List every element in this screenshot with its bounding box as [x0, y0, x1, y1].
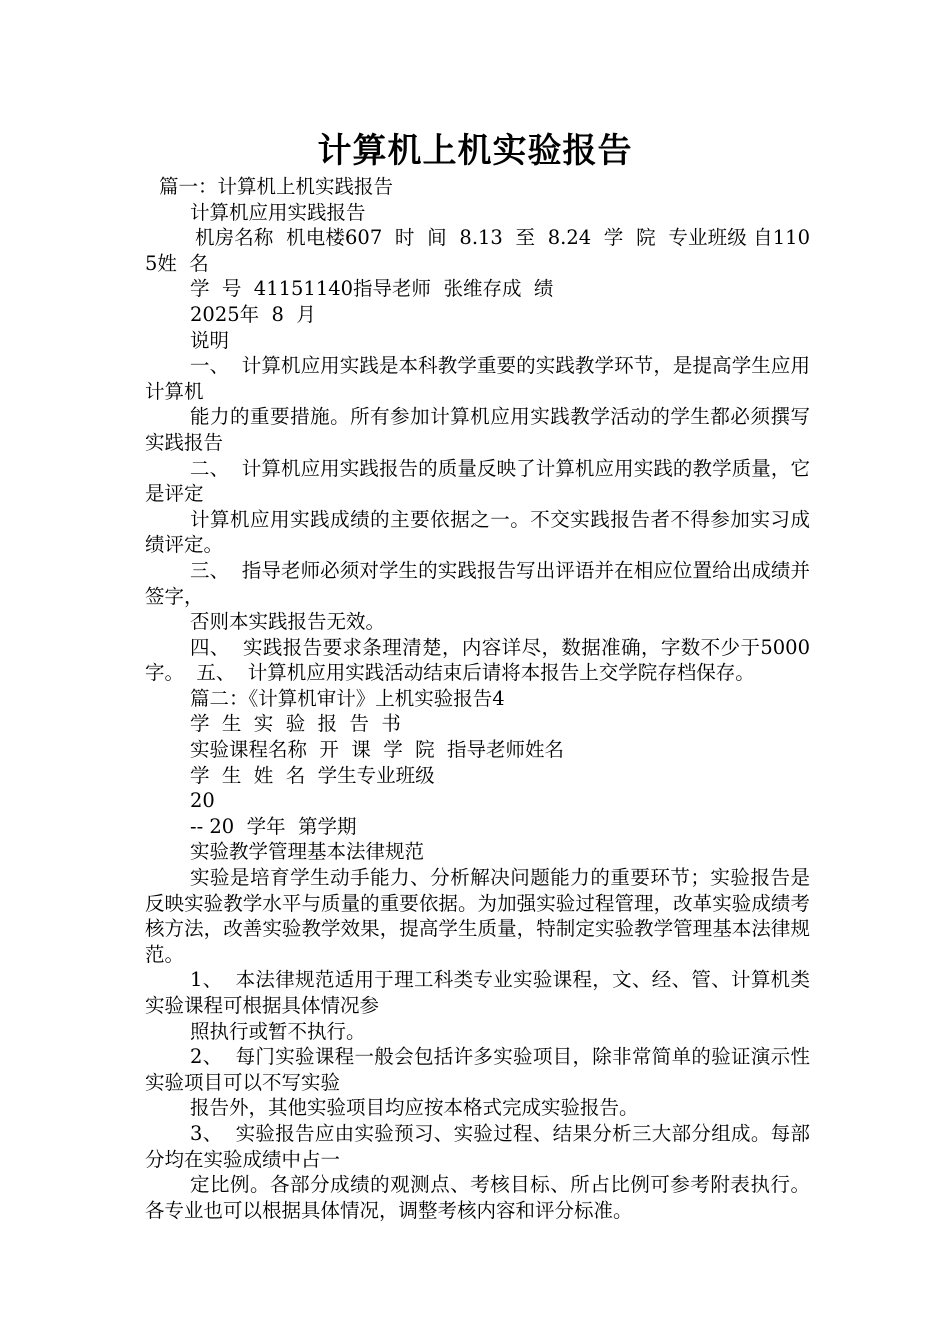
paragraph: 20 — [190, 789, 215, 813]
paragraph: 能力的重要措施。所有参加计算机应用实践教学活动的学生都必须撰写实践报告 — [145, 405, 810, 454]
paragraph: 否则本实践报告无效。 — [190, 610, 386, 634]
paragraph: 实验是培育学生动手能力、分析解决问题能力的重要环节；实验报告是反映实验教学水平与质量的重要依据。为加强实验过程管理，改革实验成绩考核方法，改善实验教学效果，提高学生质量，特制定实验教学管理基本法律规范。 — [145, 866, 810, 966]
paragraph: 学 生 姓 名 学生专业班级 — [190, 763, 435, 787]
document-title: 计算机上机实验报告 — [317, 131, 633, 171]
paragraph: 计算机应用实践成绩的主要依据之一。不交实践报告者不得参加实习成绩评定。 — [145, 507, 810, 557]
section-heading: 篇一：计算机上机实践报告 — [159, 175, 394, 198]
paragraph: 实验教学管理基本法律规范 — [190, 840, 425, 864]
paragraph: 定比例。各部分成绩的观测点、考核目标、所占比例可参考附表执行。各专业也可以根据具体情况，调整考核内容和评分标准。 — [145, 1173, 810, 1222]
paragraph: 照执行或暂不执行。 — [190, 1019, 366, 1043]
paragraph: 三、 指导老师必须对学生的实践报告写出评语并在相应位置给出成绩并签字， — [145, 558, 810, 608]
paragraph: 机房名称 机电楼607 时 间 8.13 至 8.24 学 院 专业班级 自1105姓 名 — [145, 226, 810, 275]
paragraph: 说明 — [190, 328, 230, 352]
paragraph: 实验课程名称 开 课 学 院 指导老师姓名 — [190, 738, 564, 762]
paragraph: 一、 计算机应用实践是本科教学重要的实践教学环节，是提高学生应用计算机 — [145, 354, 810, 403]
paragraph: 2、 每门实验课程一般会包括许多实验项目，除非常简单的验证演示性实验项目可以不写实验 — [145, 1045, 810, 1094]
paragraph: 2025年 8 月 — [190, 302, 316, 326]
paragraph: 3、 实验报告应由实验预习、实验过程、结果分析三大部分组成。每部分均在实验成绩中占一 — [145, 1121, 810, 1171]
paragraph: 计算机应用实践报告 — [190, 200, 366, 224]
paragraph: -- 20 学年 第学期 — [190, 814, 357, 838]
paragraph: 报告外，其他实验项目均应按本格式完成实验报告。 — [190, 1096, 639, 1120]
paragraph: 二、 计算机应用实践报告的质量反映了计算机应用实践的教学质量，它是评定 — [145, 456, 810, 506]
document-body — [145, 174, 810, 1223]
section-heading: 篇二：《计算机审计》上机实验报告4 — [190, 686, 505, 710]
paragraph: 1、 本法律规范适用于理工科类专业实验课程，文、经、管、计算机类实验课程可根据具体情况参 — [145, 968, 810, 1017]
paragraph: 学 生 实 验 报 告 书 — [190, 712, 401, 736]
paragraph: 四、 实践报告要求条理清楚，内容详尽，数据准确，字数不少于5000字。 五、 计算机应用实践活动结束后请将本报告上交学院存档保存。 — [145, 635, 810, 685]
paragraph: 学 号 41151140指导老师 张维存成 绩 — [190, 277, 554, 301]
